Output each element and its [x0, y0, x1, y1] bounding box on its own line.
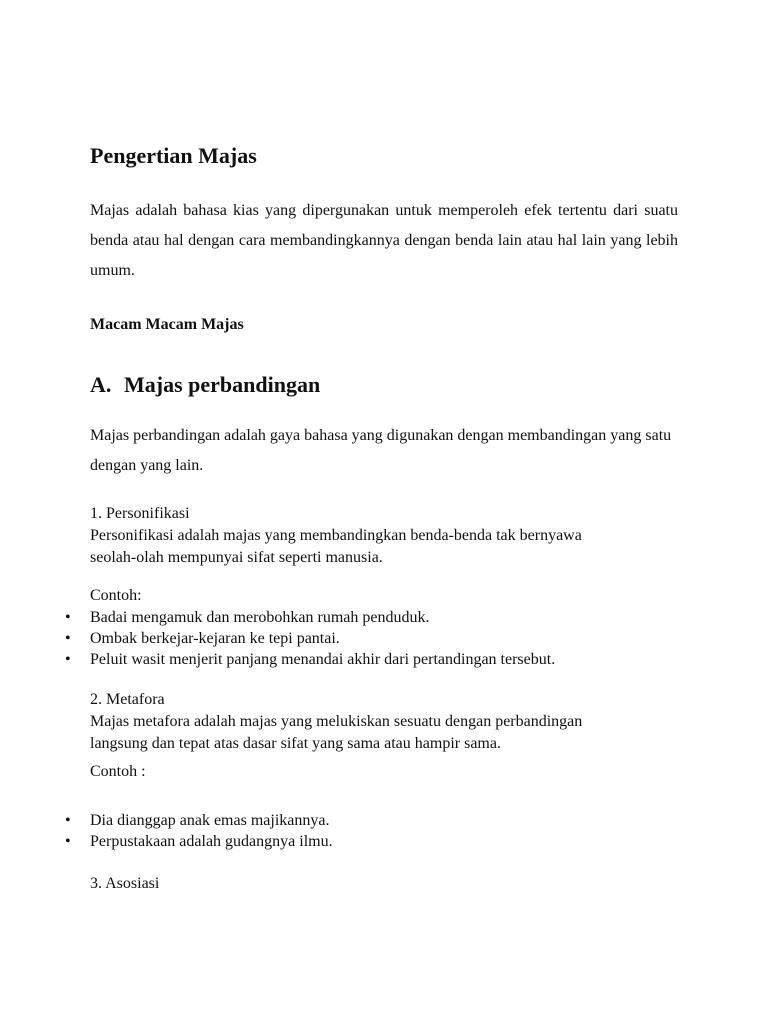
item-metafora-block — [90, 689, 582, 755]
bullet-icon: • — [65, 609, 71, 626]
example-label: Contoh : — [90, 763, 146, 780]
section-title: Majas perbandingan — [124, 372, 321, 397]
definition-line: langsung dan tepat atas dasar sifat yang sama atau hampir sama. — [90, 735, 501, 752]
example-list-personifikasi — [65, 607, 556, 670]
definition-line: Majas metafora adalah majas yang melukiskan sesuatu dengan perbandingan — [90, 713, 583, 730]
list-item-text: Badai mengamuk dan merobohkan rumah penduduk. — [90, 609, 430, 626]
intro-paragraph: Majas adalah bahasa kias yang dipergunakan untuk memperoleh efek tertentu dari suatu benda atau hal dengan cara membandingkannya dengan benda lain atau hal lain yang lebih umum. — [90, 202, 678, 279]
bullet-icon: • — [65, 630, 71, 647]
bullet-icon: • — [65, 833, 71, 850]
section-heading-a — [90, 370, 320, 400]
example-list-metafora — [65, 810, 333, 852]
example-label: Contoh: — [90, 587, 142, 604]
list-item-text: Peluit wasit menjerit panjang menandai akhir dari pertandingan tersebut. — [90, 651, 556, 668]
definition-line: seolah-olah mempunyai sifat seperti manusia. — [90, 549, 383, 566]
item-heading: 1. Personifikasi — [90, 505, 190, 522]
subheading-macam-majas: Macam Macam Majas — [90, 316, 244, 333]
section-number: A. — [90, 372, 112, 397]
list-item — [65, 649, 556, 670]
list-item-text: Ombak berkejar-kejaran ke tepi pantai. — [90, 630, 340, 647]
page-title: Pengertian Majas — [90, 143, 257, 168]
list-item — [65, 607, 555, 628]
definition-line: Personifikasi adalah majas yang membandingkan benda-benda tak bernyawa — [90, 527, 582, 544]
list-item — [65, 628, 555, 649]
item-personifikasi-block — [90, 503, 582, 569]
section-a-description: Majas perbandingan adalah gaya bahasa yang digunakan dengan membandingan yang satu dengan yang lain. — [90, 427, 672, 474]
bullet-icon: • — [65, 651, 71, 668]
list-item-text: Dia dianggap anak emas majikannya. — [90, 812, 330, 829]
list-item-text: Perpustakaan adalah gudangnya ilmu. — [90, 833, 333, 850]
list-item — [65, 831, 333, 852]
bullet-icon: • — [65, 812, 71, 829]
item-heading-asosiasi: 3. Asosiasi — [90, 875, 160, 892]
list-item — [65, 810, 333, 831]
item-heading: 2. Metafora — [90, 691, 165, 708]
